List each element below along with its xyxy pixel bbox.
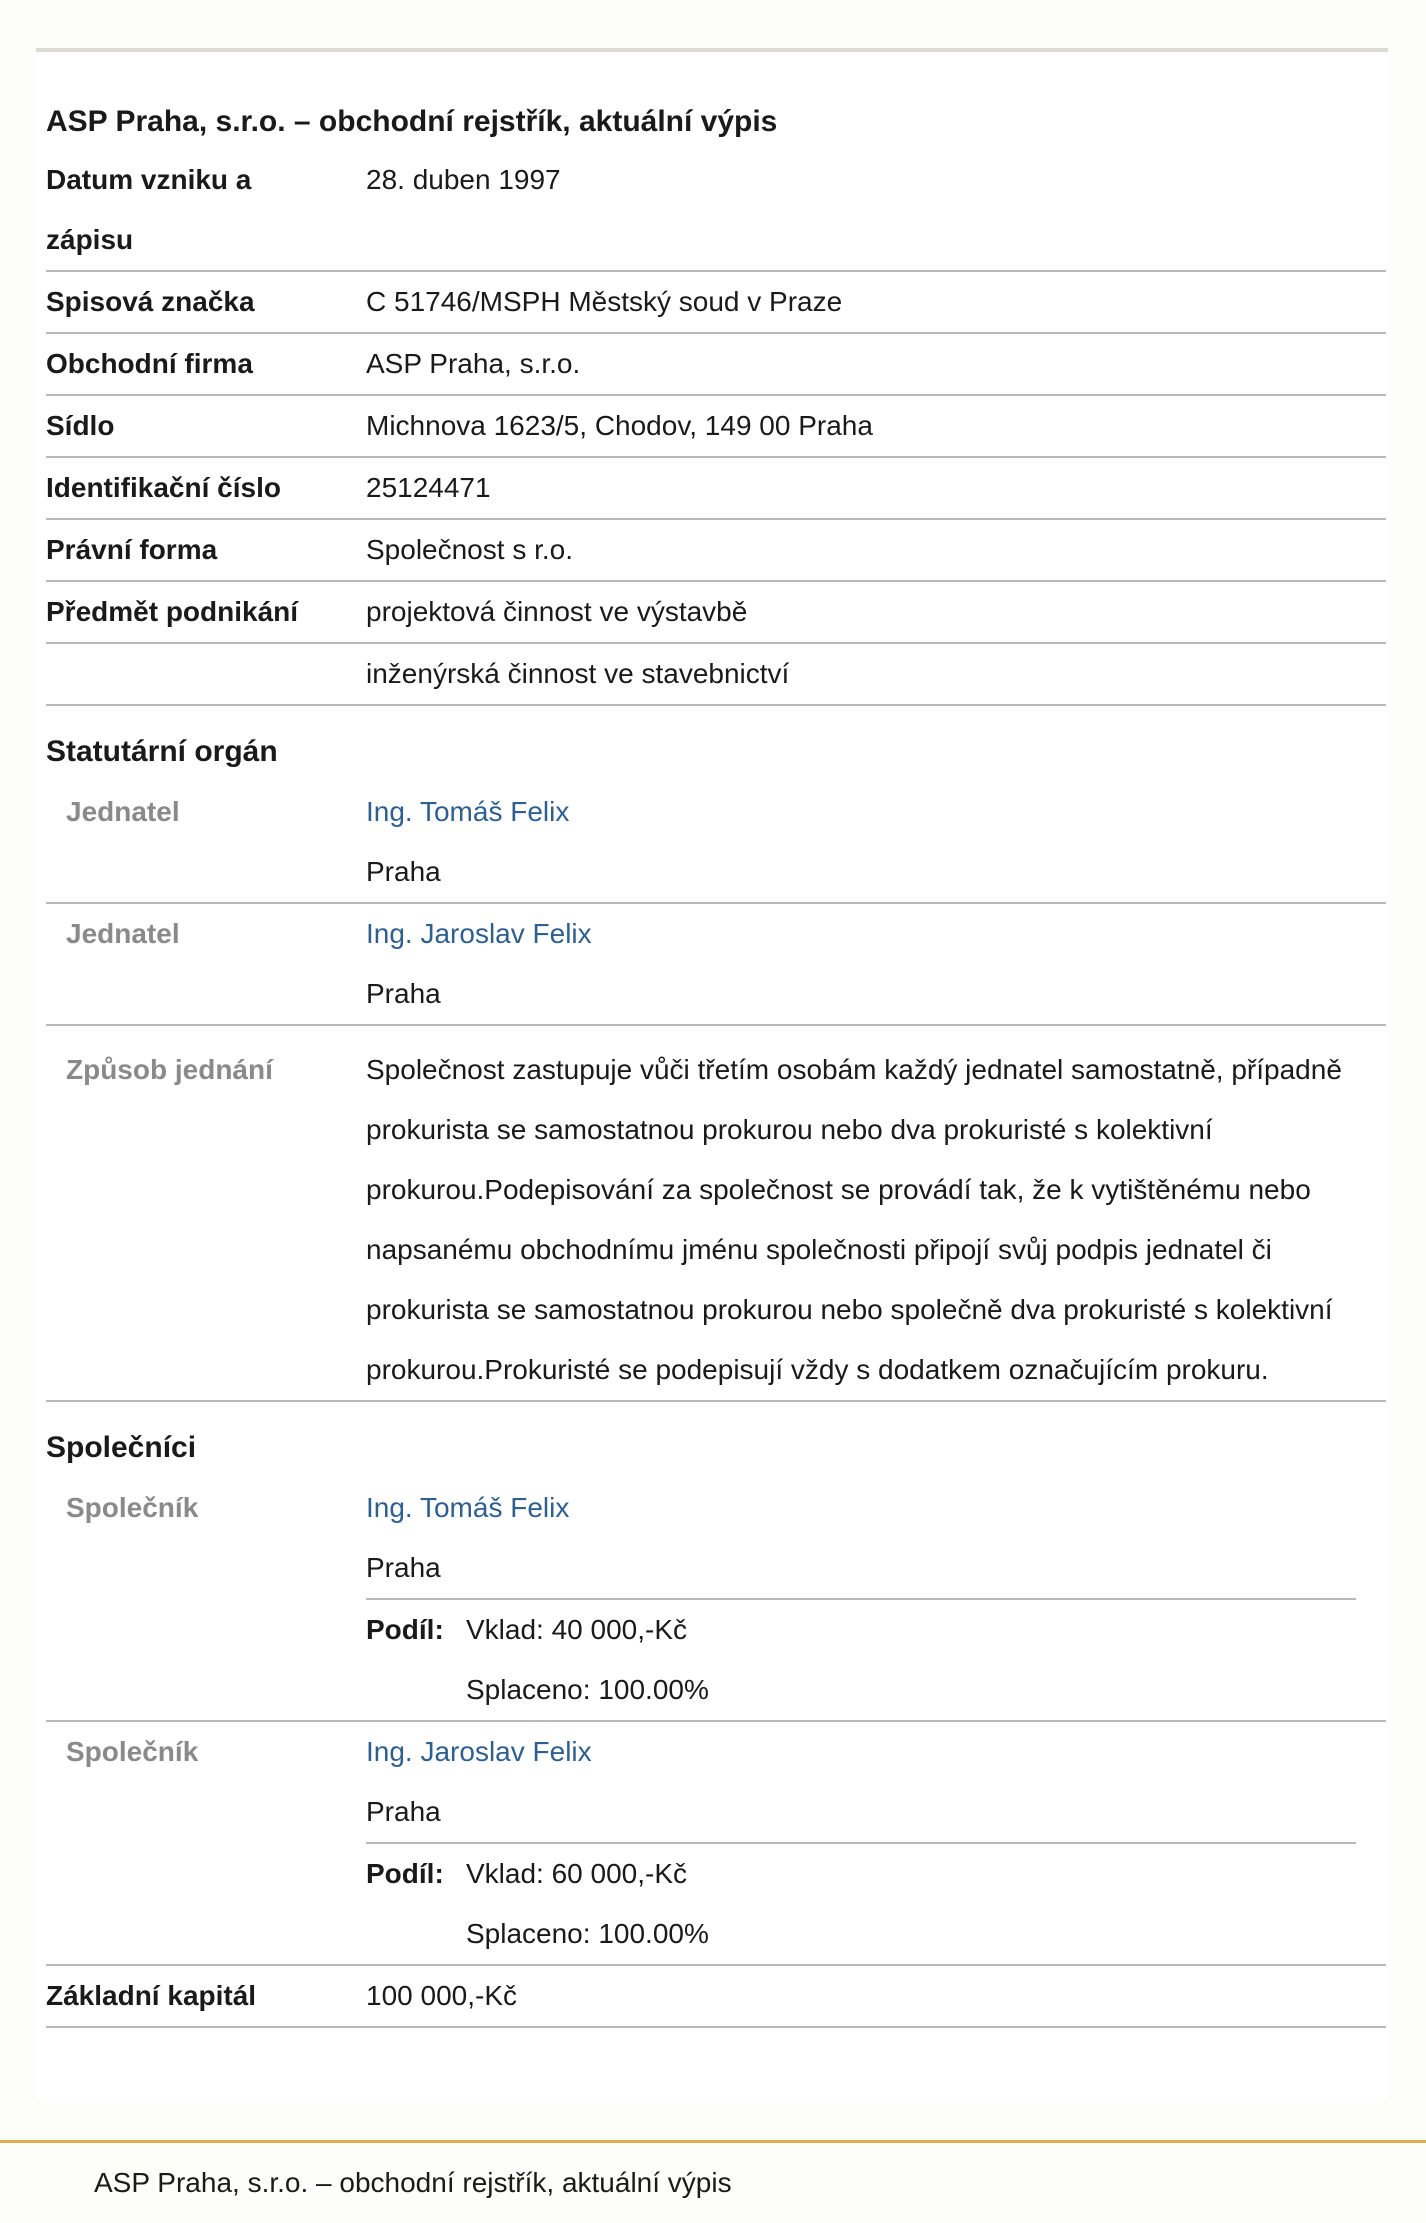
row-date [46,150,1386,272]
partner-role: Společník [66,1736,199,1767]
share-deposit: Vklad: 40 000,-Kč [466,1614,688,1645]
row-value: C 51746/MSPH Městský soud v Praze [366,286,843,317]
partner [46,1722,1386,1966]
row-label: Předmět podnikání [46,596,299,627]
row-legal-form [46,520,1386,582]
row-label: Identifikační číslo [46,472,281,503]
partner-share [366,1842,1356,1964]
row-label: Obchodní firma [46,348,253,379]
registry-card [36,48,1388,2100]
registry-content [46,102,1386,2028]
share-label: Podíl: [366,1614,444,1645]
row-value: 28. duben 1997 [366,164,561,195]
row-value: projektová činnost ve výstavbě [366,596,748,627]
manner-label: Způsob jednání [66,1054,273,1085]
row-label-line1: Datum vzniku a [46,164,252,195]
share-details [466,1844,709,1964]
row-value: 25124471 [366,472,491,503]
partner-name-link[interactable]: Ing. Tomáš Felix [366,1492,570,1523]
partner-details [366,1722,1386,1964]
member-city: Praha [366,978,441,1009]
row-label-line2: zápisu [46,224,134,255]
statutory-member [46,782,1386,904]
member-city: Praha [366,856,441,887]
row-label [46,150,366,270]
partner-details [366,1478,1386,1720]
row-label: Sídlo [46,410,115,441]
statutory-member [46,904,1386,1026]
row-id-number [46,458,1386,520]
share-deposit: Vklad: 60 000,-Kč [466,1858,688,1889]
row-label: Základní kapitál [46,1980,257,2011]
partner-name-link[interactable]: Ing. Jaroslav Felix [366,1736,592,1767]
member-name-link[interactable]: Ing. Jaroslav Felix [366,918,592,949]
member-details [366,782,1386,902]
member-role: Jednatel [66,796,180,827]
manner-of-acting [46,1026,1386,1402]
row-capital [46,1966,1386,2028]
row-company-name [46,334,1386,396]
share-paid: Splaceno: 100.00% [466,1674,709,1705]
row-value: Společnost s r.o. [366,534,574,565]
row-business-subject-cont [46,644,1386,706]
partners-title: Společníci [46,1431,197,1464]
partner-share [366,1598,1356,1720]
row-business-subject [46,582,1386,644]
row-value: 100 000,-Kč [366,1980,517,2011]
manner-text: Společnost zastupuje vůči třetím osobám každý jednatel samostatně, případně prokurista se samostatnou prokurou nebo dva prokuristé s kolektivní prokurou.Podepisování za společnost se provádí tak, že k vytištěnému nebo napsanému obchodnímu jménu společnosti připojí svůj podpis jednatel či prokurista se samostatnou prokurou nebo společně dva prokuristé s kolektivní prokurou.Prokuristé se podepisují vždy s dodatkem označujícím prokuru. [366,1054,1342,1385]
row-seat [46,396,1386,458]
partner-city: Praha [366,1796,441,1827]
page-title: ASP Praha, s.r.o. – obchodní rejstřík, aktuální výpis [46,105,778,138]
statutory-title: Statutární orgán [46,735,278,768]
member-role: Jednatel [66,918,180,949]
member-details [366,904,1386,1024]
member-name-link[interactable]: Ing. Tomáš Felix [366,796,570,827]
partner-city: Praha [366,1552,441,1583]
row-label: Spisová značka [46,286,255,317]
partner [46,1478,1386,1722]
row-file-number [46,272,1386,334]
share-label: Podíl: [366,1858,444,1889]
row-value: ASP Praha, s.r.o. [366,348,581,379]
share-paid: Splaceno: 100.00% [466,1918,709,1949]
page-footer: ASP Praha, s.r.o. – obchodní rejstřík, aktuální výpis [0,2140,1426,2223]
share-details [466,1600,709,1720]
row-value: Michnova 1623/5, Chodov, 149 00 Praha [366,410,873,441]
row-value: inženýrská činnost ve stavebnictví [366,658,790,689]
partner-role: Společník [66,1492,199,1523]
row-label: Právní forma [46,534,218,565]
